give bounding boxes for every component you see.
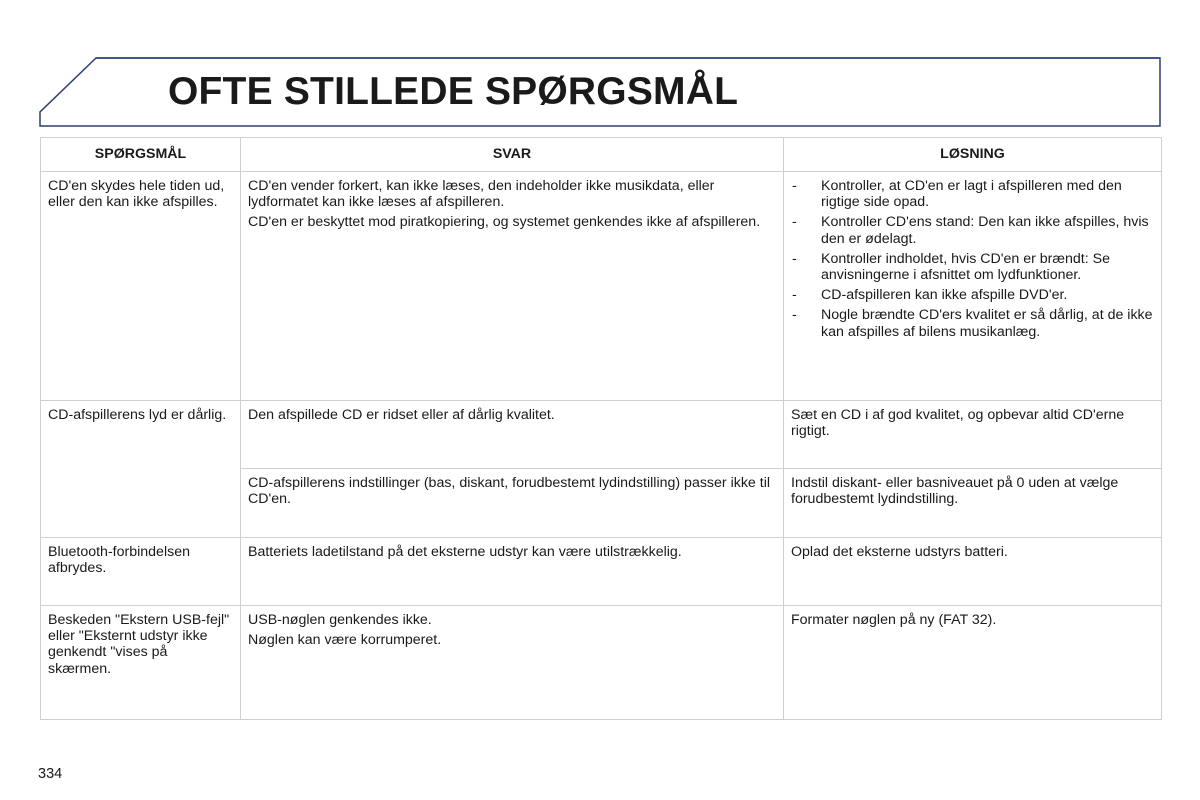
dash-bullet: - xyxy=(792,250,797,267)
list-item xyxy=(791,287,1154,303)
solution-cell: Formater nøglen på ny (FAT 32). xyxy=(784,606,1162,720)
answer-cell: CD-afspillerens indstillinger (bas, diskant, forudbestemt lydindstilling) passer ikke til CD'en. xyxy=(241,469,784,538)
dash-bullet: - xyxy=(792,287,797,304)
dash-bullet: - xyxy=(792,214,797,231)
list-item xyxy=(791,178,1154,210)
header-solution: LØSNING xyxy=(784,138,1162,172)
list-item xyxy=(791,214,1154,246)
solution-cell: Oplad det eksterne udstyrs batteri. xyxy=(784,538,1162,606)
solution-cell: Indstil diskant- eller basniveauet på 0 uden at vælge forudbestemt lydindstilling. xyxy=(784,469,1162,538)
answer-text: CD'en er beskyttet mod piratkopiering, og systemet genkendes ikke af afspilleren. xyxy=(248,214,761,231)
solution-text: CD-afspilleren kan ikke afspille DVD'er. xyxy=(821,287,1068,304)
list-item xyxy=(791,307,1154,339)
solution-text: Kontroller, at CD'en er lagt i afspilleren med den rigtige side opad. xyxy=(821,178,1122,211)
table-header-row xyxy=(41,138,1162,172)
question-cell: CD-afspillerens lyd er dårlig. xyxy=(41,401,241,538)
header-question: SPØRGSMÅL xyxy=(41,138,241,172)
dash-bullet: - xyxy=(792,178,797,194)
answer-cell xyxy=(241,606,784,720)
page-title: OFTE STILLEDE SPØRGSMÅL xyxy=(168,70,739,113)
list-item xyxy=(791,251,1154,283)
solution-cell: Sæt en CD i af god kvalitet, og opbevar altid CD'erne rigtigt. xyxy=(784,401,1162,469)
table-row xyxy=(41,606,1162,720)
solution-text: Kontroller indholdet, hvis CD'en er brændt: Se anvisningerne i afsnittet om lydfunktioner. xyxy=(821,250,1110,284)
table-row xyxy=(41,172,1162,401)
answer-cell: Den afspillede CD er ridset eller af dårlig kvalitet. xyxy=(241,401,784,469)
header-answer: SVAR xyxy=(241,138,784,172)
table-row xyxy=(41,538,1162,606)
question-cell: CD'en skydes hele tiden ud, eller den kan ikke afspilles. xyxy=(41,172,241,401)
question-cell: Beskeden "Ekstern USB-fejl" eller "Eksternt udstyr ikke genkendt "vises på skærmen. xyxy=(41,606,241,720)
question-cell: Bluetooth-forbindelsen afbrydes. xyxy=(41,538,241,606)
table-row xyxy=(41,401,1162,469)
solution-text: Nogle brændte CD'ers kvalitet er så dårlig, at de ikke kan afspilles af bilens musikanlæg. xyxy=(821,307,1153,340)
solution-cell xyxy=(784,172,1162,401)
answer-cell xyxy=(241,172,784,401)
answer-cell: Batteriets ladetilstand på det eksterne udstyr kan være utilstrækkelig. xyxy=(241,538,784,606)
answer-text: USB-nøglen genkendes ikke. xyxy=(248,612,432,628)
page-header xyxy=(0,0,1200,130)
answer-text: CD'en vender forkert, kan ikke læses, den indeholder ikke musikdata, eller lydformatet kan ikke læses af afspilleren. xyxy=(248,178,715,211)
solution-list xyxy=(791,178,1154,340)
answer-text: Nøglen kan være korrumperet. xyxy=(248,632,442,649)
faq-table xyxy=(40,137,1162,720)
page-number: 334 xyxy=(38,766,63,782)
solution-text: Kontroller CD'ens stand: Den kan ikke afspilles, hvis den er ødelagt. xyxy=(821,214,1149,247)
dash-bullet: - xyxy=(792,307,797,324)
